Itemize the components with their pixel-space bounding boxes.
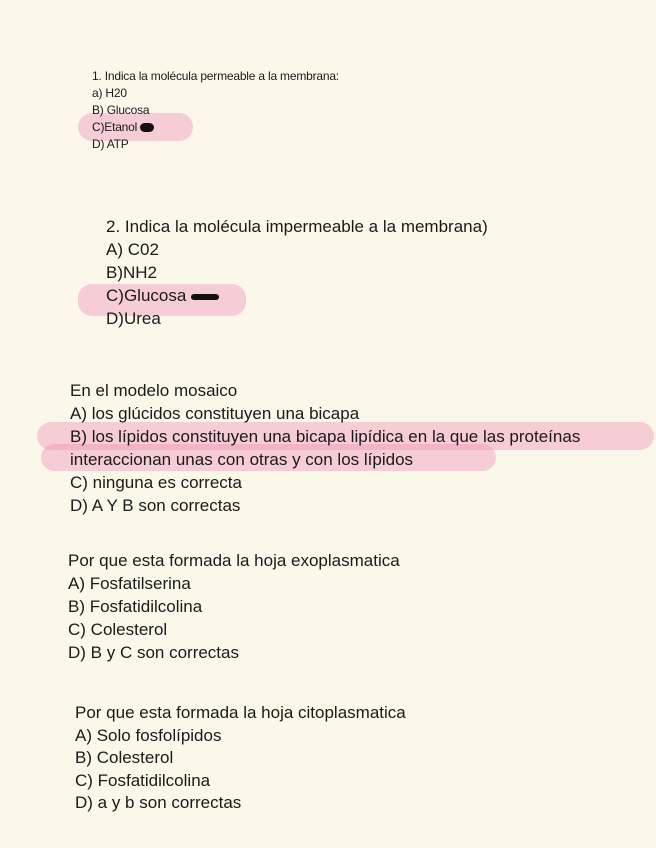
question-4-option-b: B) Fosfatidilcolina — [68, 597, 203, 616]
question-4-option-c: C) Colesterol — [68, 620, 168, 639]
question-5-option-c: C) Fosfatidilcolina — [75, 770, 211, 790]
question-2 — [106, 215, 488, 330]
question-1-option-d: D) ATP — [92, 137, 129, 151]
question-5-option-d: D) a y b son correctas — [75, 793, 242, 812]
question-5-option-a: A) Solo fosfolípidos — [75, 725, 222, 745]
selection-mark-icon — [191, 294, 219, 300]
question-1 — [92, 68, 339, 153]
question-1-text: 1. Indica la molécula permeable a la membrana: — [92, 69, 339, 83]
question-5-text: Por que esta formada la hoja citoplasmatica — [75, 703, 406, 722]
question-5-option-b: B) Colesterol — [75, 748, 174, 767]
selection-mark-icon — [140, 123, 154, 132]
question-3 — [70, 379, 580, 517]
question-4 — [68, 549, 400, 664]
question-1-option-c-label: C)Etanol — [92, 120, 138, 134]
question-3-option-c: C) ninguna es correcta — [70, 473, 242, 492]
question-4-option-d: D) B y C son correctas — [68, 643, 239, 662]
question-2-option-a: A) C02 — [106, 240, 159, 259]
question-1-option-c — [92, 119, 339, 136]
question-3-option-b-continued: interaccionan unas con otras y con los lípidos — [70, 450, 414, 469]
question-4-text: Por que esta formada la hoja exoplasmatica — [68, 551, 400, 570]
question-1-option-a: a) H20 — [92, 86, 127, 100]
question-4-option-a: A) Fosfatilserina — [68, 574, 191, 593]
question-2-option-d: D)Urea — [106, 309, 161, 328]
question-3-option-b: B) los lípidos constituyen una bicapa lipídica en la que las proteínas — [70, 427, 581, 446]
question-5 — [75, 702, 406, 815]
question-3-option-a: A) los glúcidos constituyen una bicapa — [70, 404, 360, 423]
question-3-text: En el modelo mosaico — [70, 381, 238, 400]
question-2-option-b: B)NH2 — [106, 263, 158, 282]
question-1-option-b: B) Glucosa — [92, 103, 150, 117]
question-2-text: 2. Indica la molécula impermeable a la membrana) — [106, 217, 488, 236]
question-3-option-d: D) A Y B son correctas — [70, 496, 241, 515]
question-2-option-c — [106, 284, 488, 307]
question-2-option-c-label: C)Glucosa — [106, 286, 187, 305]
